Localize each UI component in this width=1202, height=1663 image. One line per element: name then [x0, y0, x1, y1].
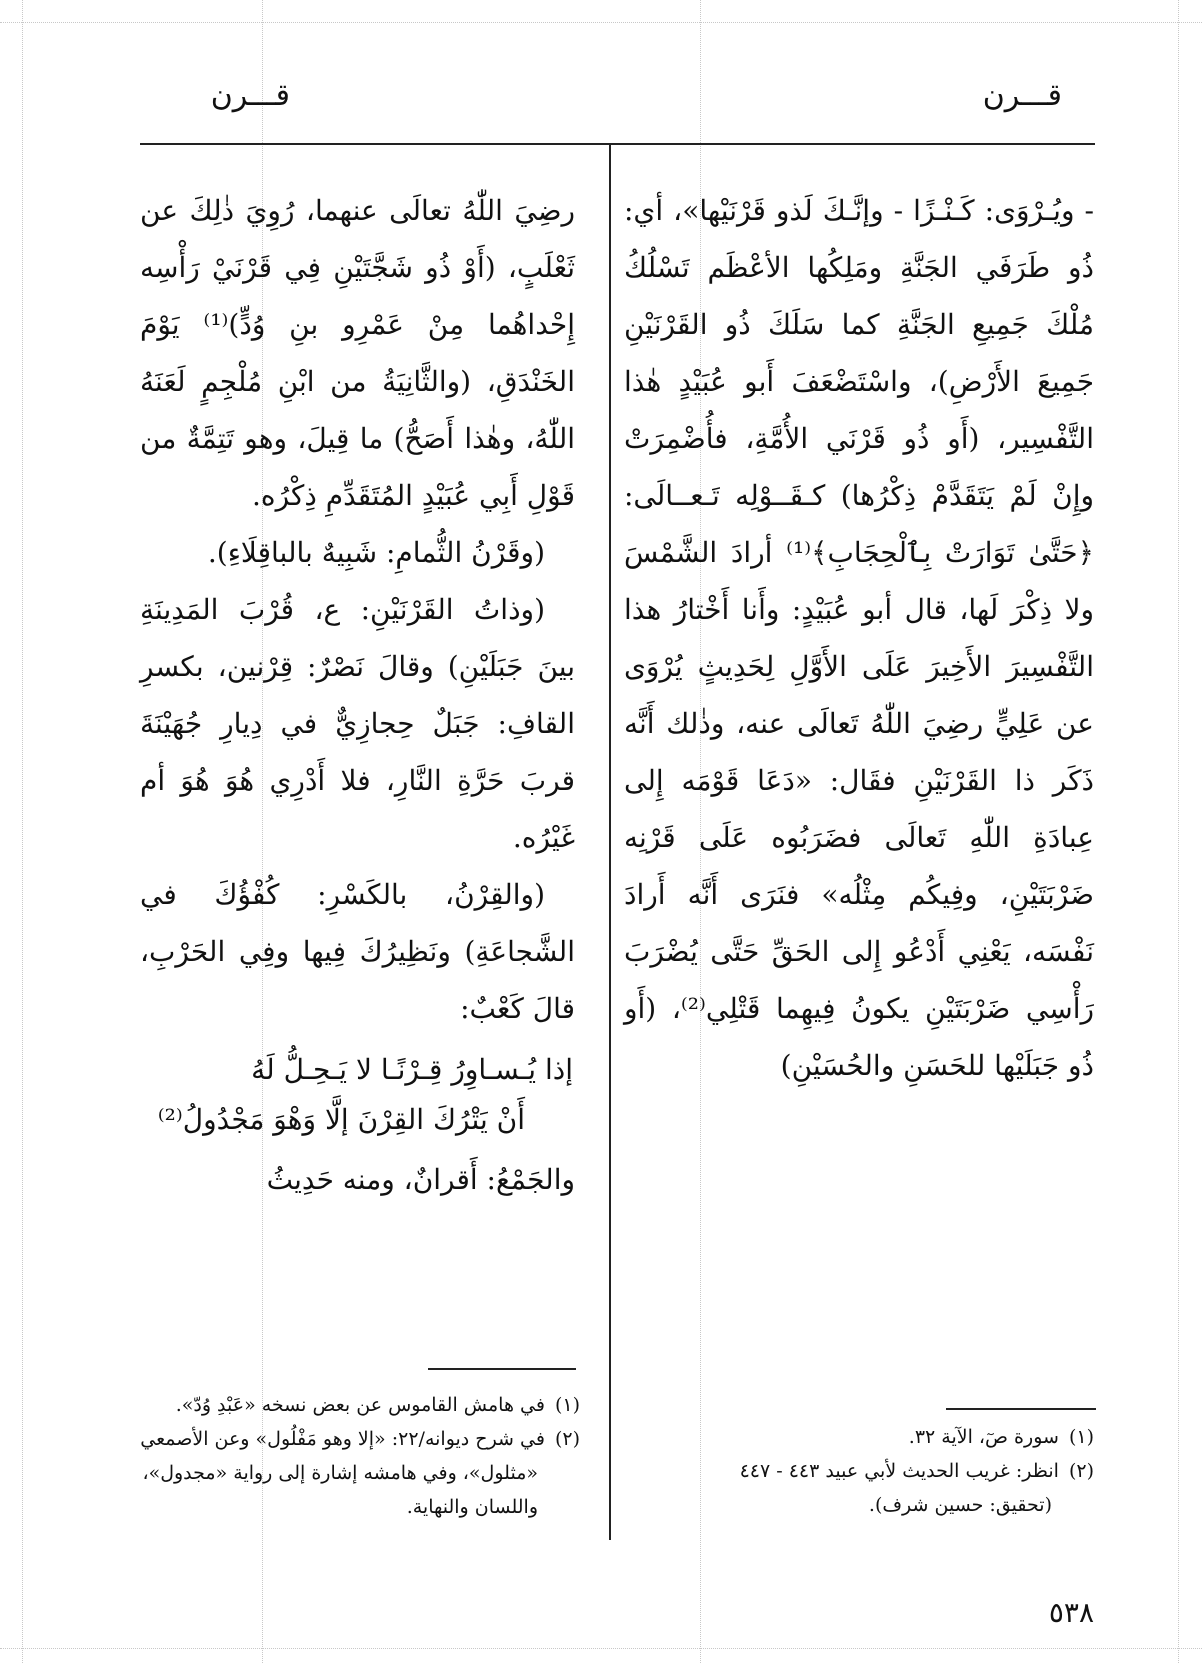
footnote [140, 1422, 580, 1524]
paragraph: والجَمْعُ: أَقرانٌ، ومنه حَدِيثُ [266, 1163, 575, 1196]
paragraph: (والقِرْنُ، بالكَسْرِ: كُفْؤُكَ في الشَّجاعَةِ) ونَظِيرُكَ فِيها وفِي الحَرْبِ، قالَ كَعْبٌ: [140, 878, 575, 1025]
footnote-text: في هامش القاموس عن بعض نسخه «عَبْدِ وُدّ». [175, 1394, 545, 1416]
footnote-number: (٢) [1068, 1460, 1094, 1482]
running-head-right: قـــرن [982, 78, 1062, 113]
page-number: ٥٣٨ [1048, 1596, 1094, 1629]
verse-line: أَنْ يَتْرُكَ القِرْنَ إلَّا وَهْوَ مَجْدُولُ⁽²⁾ [157, 1103, 525, 1136]
footnote-number: (١) [1068, 1426, 1094, 1448]
header-rule [140, 143, 1095, 145]
verse-line: إذا يُـسـاوِرُ قِـرْنًـا لا يَـحِـلُّ لَهُ [251, 1053, 573, 1086]
footnote-number: (٢) [554, 1428, 580, 1450]
footnote-text: سورة صٓ، الآية ٣٢. [908, 1426, 1059, 1448]
footnote-text: انظر: غريب الحديث لأبي عبيد ٤٤٣ - ٤٤٧ [739, 1460, 1059, 1482]
poetry-verse [140, 1045, 575, 1145]
paragraph: رضِيَ اللّٰهُ تعالَى عنهما، رُوِيَ ذٰلِكَ عن ثَعْلَبٍ، (أَوْ ذُو شَجَّتَيْنِ فِي قَرْنَيْ رَأْسِه إِحْداهُما مِنْ عَمْرِو بنِ وُدٍّ)⁽¹⁾ يَوْمَ الخَنْدَقِ، (والثَّانِيَةُ من ابْنِ مُلْجِمٍ لَعَنَهُ اللّٰهُ، وهٰذا أَصَحُّ) ما قِيلَ، وهو تَتِمَّةٌ من قَوْلِ أَبِي عُبَيْدٍ المُتَقَدِّمِ ذِكْرُه. [140, 194, 575, 512]
footnote [624, 1420, 1094, 1454]
footnote-continuation: «مثلول»، وفي هامشه إشارة إلى رواية «مجدول»، واللسان والنهاية. [142, 1462, 538, 1518]
footnotes-right [624, 1420, 1094, 1522]
footnote-number: (١) [554, 1394, 580, 1416]
paragraph: - ويُـرْوَى: كَـنْـزًا - وإنَّـكَ لَذو قَرْنَيْها»، أي: ذُو طَرَفَي الجَنَّةِ ومَلِكُها الأعْظَم تَسْلُكُ مُلْكَ جَمِيعِ الجَنَّةِ كما سَلَكَ ذُو القَرْنَيْنِ جَمِيعَ الأَرْضِ)، واسْتَضْعَفَ أَبو عُبَيْدٍ هٰذا التَّفْسِير، (أَو ذُو قَرْنَي الأُمَّةِ، فأُضْمِرَتْ وإِنْ لَمْ يَتَقَدَّمْ ذِكْرُها) كـقَــوْلِه تَـعــالَى: ﴿حَتَّىٰ تَوَارَتْ بِٱلْحِجَابِ﴾⁽¹⁾ أرادَ الشَّمْسَ ولا ذِكْرَ لَها، قال أبو عُبَيْدٍ: وأَنا أَخْتارُ هذا التَّفْسِيرَ الأَخِيرَ عَلَى الأَوَّلِ لِحَدِيثٍ يُرْوَى عن عَلِيٍّ رضِيَ اللّٰهُ تَعالَى عنه، وذٰلك أَنَّه ذَكَر ذا القَرْنَيْنِ فقَال: «دَعَا قَوْمَه إِلى عِبادَةِ اللّٰهِ تَعالَى فضَرَبُوه عَلَى قَرْنِه ضَرْبَتَيْنِ، وفِيكُم مِثْلُه» فنَرَى أَنَّه أَرادَ نَفْسَه، يَعْنِي أَدْعُو إِلى الحَقِّ حَتَّى يُضْرَبَ رَأْسِي ضَرْبَتَيْنِ يكونُ فِيهِما قَتْلِي⁽²⁾، (أَو ذُو جَبَلَيْها للحَسَنِ والحُسَيْنِ) [624, 194, 1094, 1082]
footnote-continuation: (تحقيق: حسين شرف). [868, 1494, 1052, 1516]
footnote [624, 1454, 1094, 1522]
footnote-rule-right [946, 1408, 1096, 1410]
running-head-left: قـــرن [210, 78, 290, 113]
scan-guide [22, 0, 23, 1663]
scan-guide [1178, 0, 1179, 1663]
footnote [140, 1388, 580, 1422]
paragraph: (وذاتُ القَرْنَيْنِ: ع، قُرْبَ المَدِينَةِ بينَ جَبَلَيْنِ) وقالَ نَصْرٌ: قِرْنين، بكسرِ القافِ: جَبَلٌ حِجازِيٌّ في دِيارِ جُهَيْنَةَ قربَ حَرَّةِ النَّارِ، فلا أَدْرِي هُوَ هُوَ أم غَيْرُه. [140, 593, 575, 854]
footnote-text: في شرح ديوانه/٢٢: «إلا وهو مَفْلُول» وعن الأصمعي [140, 1428, 545, 1450]
scan-guide [0, 1648, 1202, 1649]
footnotes-left [140, 1388, 580, 1524]
scan-guide [0, 22, 1202, 23]
paragraph: (وقَرْنُ الثُّمامِ: شَبِيهٌ بالباقِلَاءِ). [207, 536, 545, 569]
right-column [624, 182, 1094, 1094]
left-column [140, 182, 575, 1208]
footnote-rule-left [428, 1368, 576, 1370]
column-divider [609, 145, 611, 1540]
